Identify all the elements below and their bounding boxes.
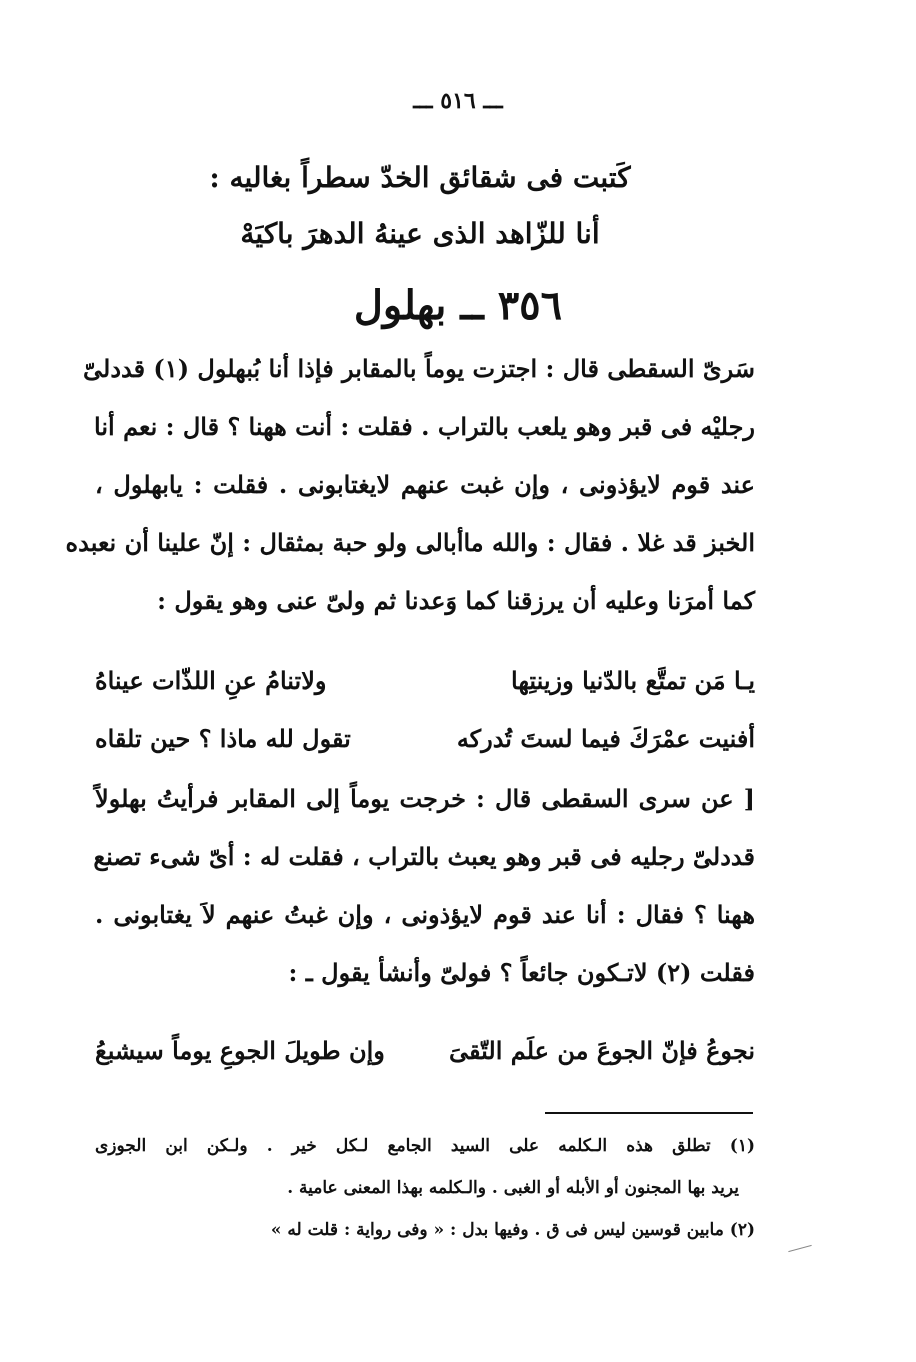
poem-couplets bbox=[95, 652, 755, 768]
text-line: ههنا ؟ فقال : أنا عند قوم لايؤذونى ، وإن غبتُ عنهم لاَ يغتابونى . bbox=[95, 900, 755, 929]
scan-mark bbox=[788, 1245, 811, 1252]
footnote-separator bbox=[545, 1112, 753, 1114]
text-line: الخبز قد غلا . فقال : والله ماأبالى ولو حبة بمثقال : إنّ علينا أن نعبده bbox=[65, 528, 755, 557]
verse-line: كَتبت فى شقائق الخدّ سطراً بغاليه : bbox=[209, 161, 631, 194]
opening-verses bbox=[200, 150, 640, 262]
text-line: سَرىّ السقطى قال : اجتزت يوماً بالمقابر فإذا أنا بُبهلول (١) قددلىّ bbox=[83, 354, 755, 383]
page-number: ـــ ٥١٦ ـــ bbox=[413, 88, 503, 114]
text-line: [ عن سرى السقطى قال : خرجت يوماً إلى المقابر فرأيتُ بهلولاً bbox=[95, 784, 755, 813]
paragraph-variant-narration bbox=[95, 770, 755, 1002]
second-hemistich: وإن طويلَ الجوعِ يوماً سيشبعُ bbox=[95, 1036, 385, 1065]
second-hemistich: تقول لله ماذا ؟ حين تلقاه bbox=[95, 724, 351, 753]
text-line: فقلت (٢) لاتـكون جائعاً ؟ فولىّ وأنشأ يقول ـ : bbox=[288, 958, 755, 987]
couplet-row bbox=[95, 710, 755, 768]
text-line: رجليْه فى قبر وهو يلعب بالتراب . فقلت : أنت ههنا ؟ قال : نعم أنا bbox=[94, 412, 755, 441]
text-line: عند قوم لايؤذونى ، وإن غبت عنهم لايغتابونى . فقلت : يابهلول ، bbox=[95, 470, 755, 499]
paragraph-narrative bbox=[65, 340, 755, 630]
text-line: قددلىّ رجليه فى قبر وهو يعبث بالتراب ، فقلت له : أىّ شىء تصنع bbox=[93, 842, 755, 871]
couplet-row bbox=[95, 652, 755, 710]
footnote-line: يريد بها المجنون أو الأبله أو الغبى . والـكلمه بهذا المعنى عامية . bbox=[287, 1178, 739, 1198]
poem-couplet-final bbox=[95, 1022, 755, 1080]
text-line: كما أمرَنا وعليه أن يرزقنا كما وَعدنا ثم ولىّ عنى وهو يقول : bbox=[157, 586, 755, 615]
footnotes bbox=[95, 1125, 755, 1251]
second-hemistich: ولاتنامُ عنِ اللذّات عيناهُ bbox=[95, 666, 327, 695]
first-hemistich: نجوعُ فإنّ الجوعَ من علَم التّقىَ bbox=[449, 1036, 755, 1065]
couplet-row bbox=[95, 1022, 755, 1080]
footnote-line: (٢) مابين قوسين ليس فى ق . وفيها بدل : « وفى رواية : قلت له » bbox=[270, 1220, 755, 1240]
footnote-line: (١) تطلق هذه الـكلمه على السيد الجامع لـكل خير . ولـكن ابن الجوزى bbox=[95, 1136, 755, 1156]
section-heading: ٣٥٦ ــ بهلول bbox=[353, 282, 563, 329]
first-hemistich: أفنيت عمْرَكَ فيما لستَ تُدركه bbox=[456, 724, 755, 753]
verse-line: أنا للزّاهد الذى عينهُ الدهرَ باكيَهْ bbox=[240, 217, 600, 250]
first-hemistich: يـا مَن تمتَّع بالدّنيا وزينتِها bbox=[511, 666, 755, 695]
